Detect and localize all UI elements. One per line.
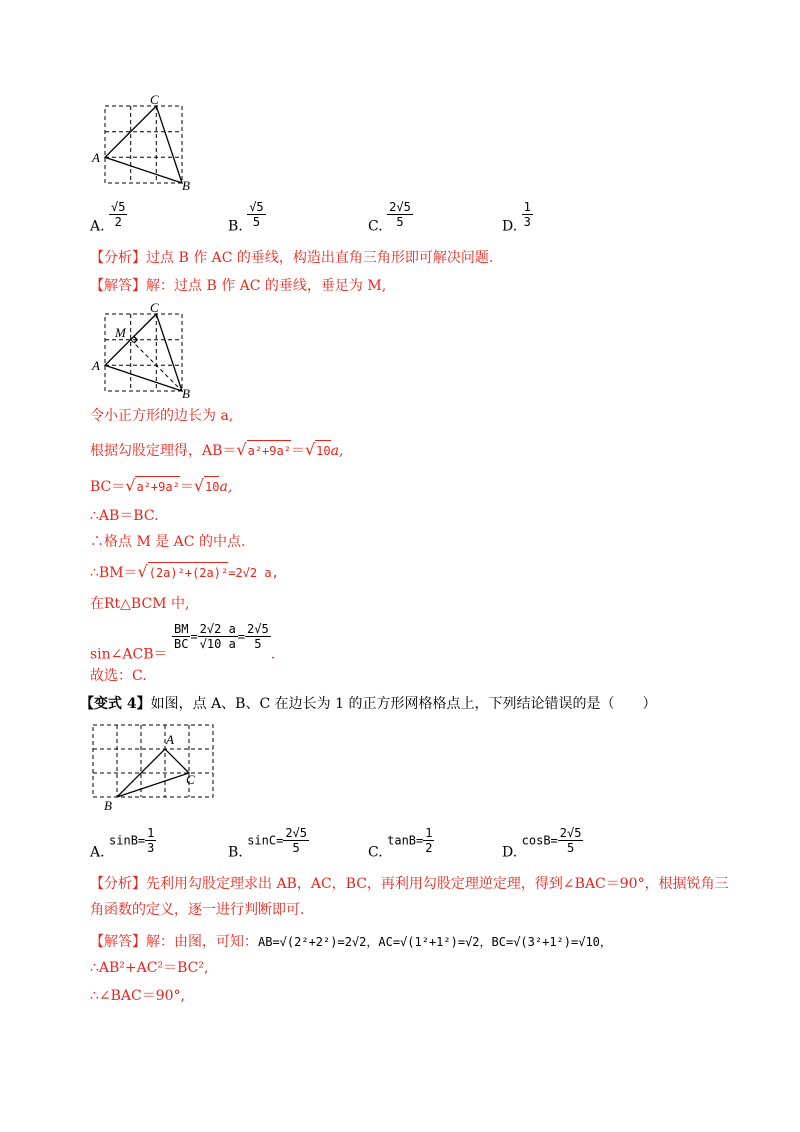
solution-2-step-2: ∴AB²+AC²＝BC²,	[90, 960, 209, 976]
analysis-2-line-1: 【分析】先利用勾股定理求出 AB，AC，BC，再利用勾股定理逆定理，得到∠BAC＝90°，根据锐角三	[90, 876, 729, 892]
option-b[interactable]: B. $\frac{√5}{5}$	[228, 200, 264, 235]
figure-grid-2	[90, 300, 205, 402]
step-3: BC＝√a²+9a²＝√10a,	[90, 476, 233, 495]
label-c: C	[186, 772, 195, 787]
v4-option-b[interactable]: B. sinC= $\frac{2√5}{5}$	[228, 826, 308, 861]
step-9: 故选：C.	[90, 668, 147, 684]
step-2: 根据勾股定理得，AB＝√a²+9a²＝√10a,	[90, 440, 344, 459]
label-b: B	[182, 178, 190, 193]
step-4: ∴AB＝BC.	[90, 508, 159, 524]
solution-1: 【解答】解：过点 B 作 AC 的垂线，垂足为 M,	[90, 278, 387, 294]
v4-option-d[interactable]: D. cosB= $\frac{2√5}{5}$	[502, 826, 582, 861]
v4-option-a[interactable]: A. sinB= $\frac{1}{3}$	[90, 826, 155, 861]
option-c[interactable]: C. $\frac{2√5}{5}$	[368, 200, 411, 235]
label-c: C	[150, 94, 159, 107]
step-8: sin∠ACB＝ $\frac{BM}{BC}$ = $\frac{2√2 a}{√10 a}$ = $\frac{2√5}{5}$ .	[90, 622, 276, 663]
label-b: B	[182, 386, 190, 401]
analysis-2-line-2: 角函数的定义，逐一进行判断即可.	[90, 902, 305, 918]
option-d[interactable]: D. $\frac{1}{3}$	[502, 200, 531, 235]
label-a: A	[166, 732, 174, 747]
step-1: 令小正方形的边长为 a,	[90, 408, 234, 424]
solution-2-step-3: ∴∠BAC＝90°,	[90, 988, 186, 1004]
label-a: A	[92, 358, 100, 373]
step-5: ∴格点 M 是 AC 的中点.	[90, 534, 246, 550]
variant-4-question: 【变式 4】如图，点 A、B、C 在边长为 1 的正方形网格格点上，下列结论错误的是（ ）	[80, 696, 657, 712]
option-a[interactable]: A. $\frac{√5}{2}$	[90, 200, 126, 235]
label-b: B	[104, 798, 112, 813]
label-m: M	[115, 325, 126, 340]
v4-option-c[interactable]: C. tanB= $\frac{1}{2}$	[368, 826, 433, 861]
label-a: A	[92, 150, 100, 165]
step-7: 在Rt△BCM 中,	[90, 596, 190, 612]
figure-grid-1	[90, 94, 205, 196]
figure-grid-3	[90, 718, 220, 818]
label-c: C	[150, 300, 159, 315]
analysis-1: 【分析】过点 B 作 AC 的垂线，构造出直角三角形即可解决问题.	[90, 250, 494, 266]
step-6: ∴BM＝√(2a)²+(2a)²=2√2 a,	[90, 562, 279, 581]
solution-2: 【解答】解：由图，可知：AB=√(2²+2²)=2√2，AC=√(1²+1²)=√2，BC=√(3²+1²)=√10，	[90, 934, 612, 950]
